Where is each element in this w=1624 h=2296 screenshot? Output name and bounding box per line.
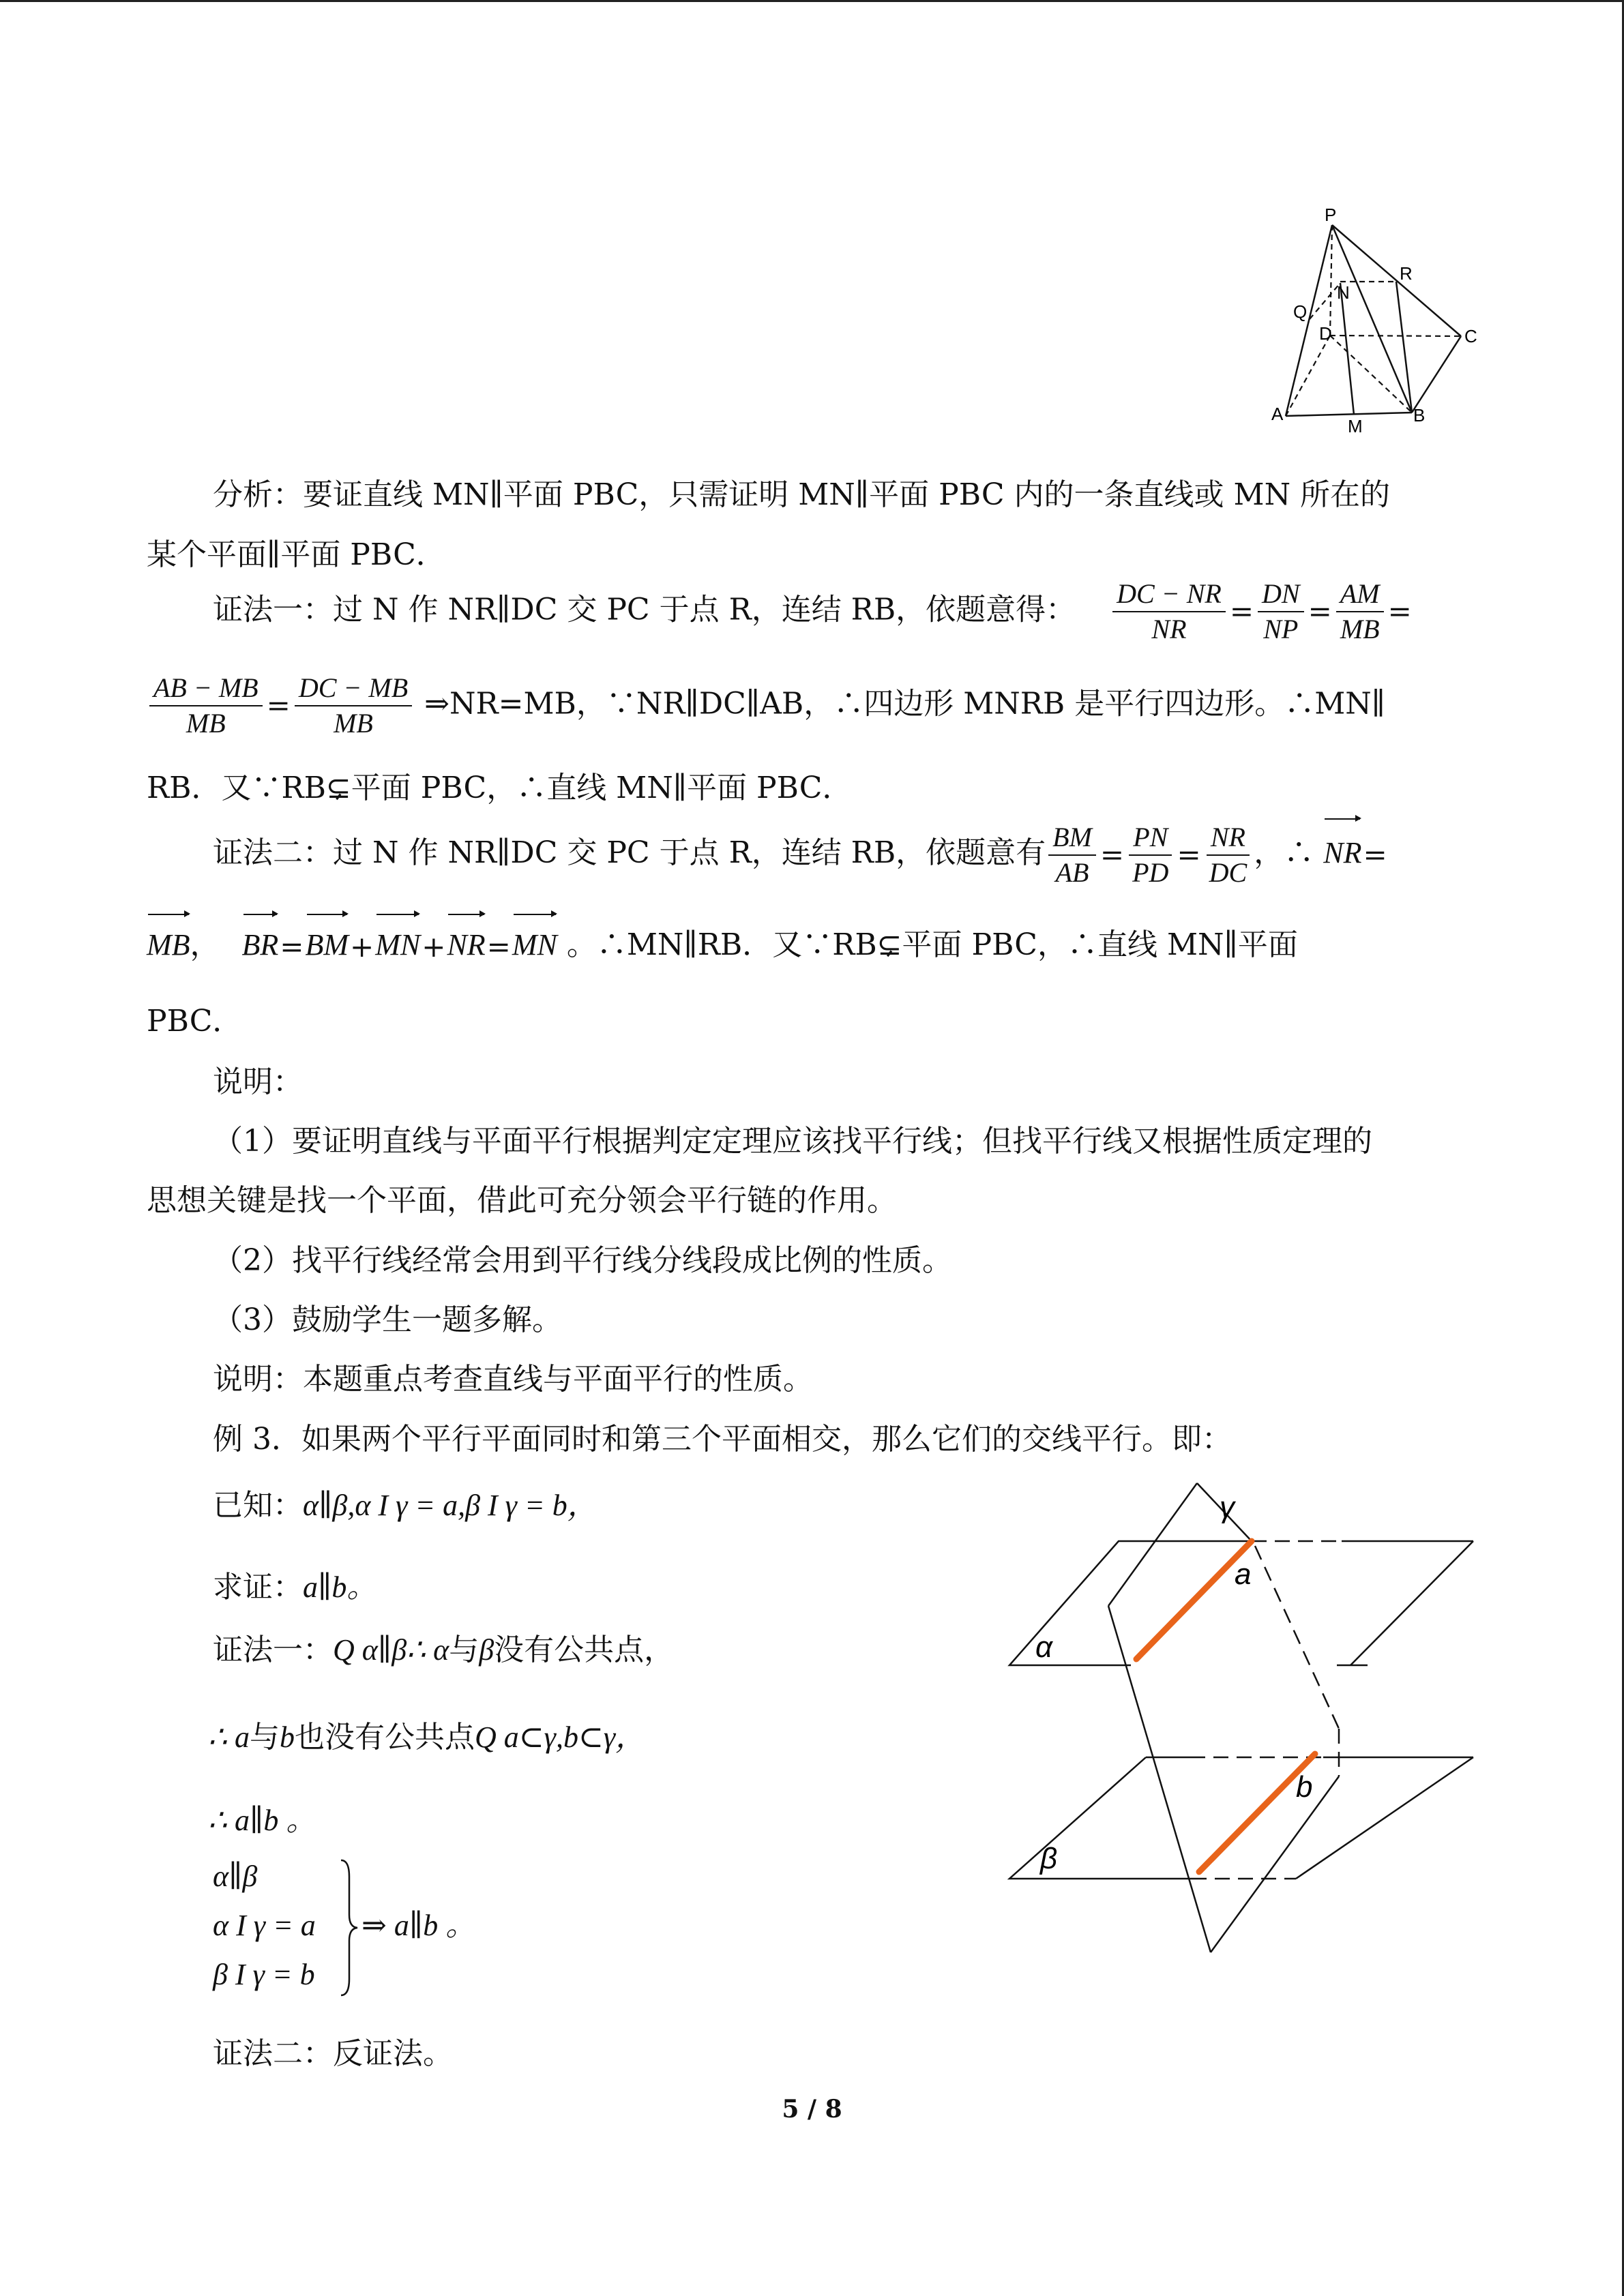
proof1-fraction-5: $\frac{DC - MB}{MB}$ [295, 671, 412, 741]
label-M: M [1348, 416, 1363, 436]
proof1-line2-text: ⇒NR=MB，∵NR∥DC∥AB，∴四边形 MNRB 是平行四边形。∴MN∥ [424, 686, 1386, 721]
note-2: （2）找平行线经常会用到平行线分线段成比例的性质。 [213, 1243, 952, 1278]
proof2-line2-tail: 。∴MN∥RB．又∵RB⊊平面 PBC，∴直线 MN∥平面 [566, 927, 1298, 962]
prove-formula: a∥b。 [303, 1570, 377, 1604]
system-brace [337, 1856, 364, 1999]
prove-line [213, 1567, 377, 1608]
analysis-line-2: 某个平面∥平面 PBC． [147, 537, 446, 572]
edge-PC [1332, 225, 1461, 336]
edge-DB [1330, 336, 1412, 413]
analysis-line-1: 分析：要证直线 MN∥平面 PBC，只需证明 MN∥平面 PBC 内的一条直线或 MN 所在的 [213, 477, 1391, 512]
vector-MN-2: MN [512, 911, 557, 972]
example-3: 例 3．如果两个平行平面同时和第三个平面相交，那么它们的交线平行。即： [213, 1422, 1232, 1457]
pyramid-figure [1262, 205, 1494, 440]
proof1-line-3: RB．又∵RB⊊平面 PBC，∴直线 MN∥平面 PBC． [147, 771, 853, 805]
label-gamma: γ [1220, 1491, 1235, 1524]
note-focus: 说明：本题重点考查直线与平面平行的性质。 [213, 1362, 813, 1397]
system-result: ⇒ a∥b 。 [361, 1909, 476, 1942]
vector-BM: BM [306, 911, 349, 972]
label-b: b [1296, 1770, 1313, 1804]
proof1-intro: 证法一：过 N 作 NR∥DC 交 PC 于点 R，连结 RB，依题意得： [213, 592, 1076, 627]
proof2-therefore: ，∴ [1254, 835, 1314, 870]
system-line-1: α∥β [213, 1860, 258, 1893]
note-1a: （1）要证明直线与平面平行根据判定定理应该找平行线；但找平行线又根据性质定理的 [213, 1124, 1372, 1159]
label-N: N [1337, 282, 1350, 303]
proof1-line-2: $\frac{AB - MB}{MB}$ = $\frac{DC - MB}{MB}$ ⇒NR=MB，∵NR∥DC∥AB，∴四边形 MNRB 是平行四边形。∴MN∥ [147, 671, 1385, 732]
edge-PD [1330, 225, 1332, 336]
note-1b: 思想关键是找一个平面，借此可充分领会平行链的作用。 [147, 1183, 897, 1218]
label-R: R [1400, 263, 1413, 284]
given-formula: α∥β,α I γ = a,β I γ = b， [303, 1489, 597, 1522]
ex3-proof1-line-2: ∴ a与b也没有公共点Q a⊂γ,b⊂γ， [208, 1720, 646, 1755]
proof2-line-1: 证法二：过 N 作 NR∥DC 交 PC 于点 R，连结 RB，依题意有 $\frac{BM}{AB}$ = $\frac{PN}{PD}$ = $\frac{NR}{DC}$ ，∴ NR= [213, 816, 1389, 877]
ex3-proof1-line-3: ∴ a∥b 。 [208, 1804, 316, 1837]
proof1-fraction-1: $\frac{DC - NR}{NR}$ [1112, 577, 1226, 646]
vector-NR-2: NR [447, 911, 485, 972]
label-A: A [1271, 404, 1284, 424]
proof2-intro: 证法二：过 N 作 NR∥DC 交 PC 于点 R，连结 RB，依题意有 [213, 835, 1046, 870]
proof1-fraction-4: $\frac{AB - MB}{MB}$ [149, 671, 263, 741]
edge-BC [1412, 336, 1461, 413]
label-Q: Q [1293, 301, 1308, 322]
system-line-2: α I γ = a [213, 1909, 316, 1942]
ex3-proof2: 证法二：反证法。 [213, 2036, 453, 2071]
proof2-line-2: MB， BR=BM+MN+NR=MN 。∴MN∥RB．又∵RB⊊平面 PBC，∴直线 MN∥平面 [147, 911, 1298, 966]
label-alpha: α [1035, 1630, 1053, 1664]
proof1-fraction-2: $\frac{DN}{NP}$ [1258, 577, 1304, 646]
label-beta: β [1040, 1842, 1058, 1875]
label-B: B [1413, 405, 1426, 426]
vector-MN-1: MN [375, 911, 420, 972]
label-C: C [1464, 326, 1477, 346]
ex3-proof1-line-1: 证法一：Q α∥β∴ α与β没有公共点， [213, 1632, 675, 1667]
label-a: a [1235, 1557, 1252, 1591]
label-D: D [1319, 323, 1332, 344]
vector-NR: NR [1323, 816, 1361, 884]
given-line [213, 1485, 597, 1526]
given-label: 已知： [213, 1488, 303, 1523]
label-P: P [1325, 205, 1337, 225]
vector-BR: BR [242, 911, 279, 972]
page-number: 5 / 8 [782, 2095, 842, 2123]
prove-label: 求证： [213, 1570, 303, 1605]
proof2-fraction-3: $\frac{NR}{DC}$ [1205, 820, 1252, 890]
system-line-3: β I γ = b [213, 1958, 315, 1991]
page-border-top [0, 0, 1624, 2]
edge-AD [1286, 336, 1330, 416]
proof1-line-1: 证法一：过 N 作 NR∥DC 交 PC 于点 R，连结 RB，依题意得： $\frac{DC - NR}{NR}$ = $\frac{DN}{NP}$ = $\frac{AM}{MB}$ = [213, 577, 1413, 638]
proof1-fraction-3: $\frac{AM}{MB}$ [1336, 577, 1384, 646]
proof2-fraction-2: $\frac{PN}{PD}$ [1128, 820, 1172, 890]
note-title: 说明： [213, 1064, 303, 1099]
proof2-line-3: PBC． [147, 1004, 243, 1039]
proof2-fraction-1: $\frac{BM}{AB}$ [1048, 820, 1096, 890]
note-3: （3）鼓励学生一题多解。 [213, 1302, 562, 1337]
parallel-planes-figure [1003, 1470, 1494, 1957]
vector-MB: MB [147, 911, 190, 972]
